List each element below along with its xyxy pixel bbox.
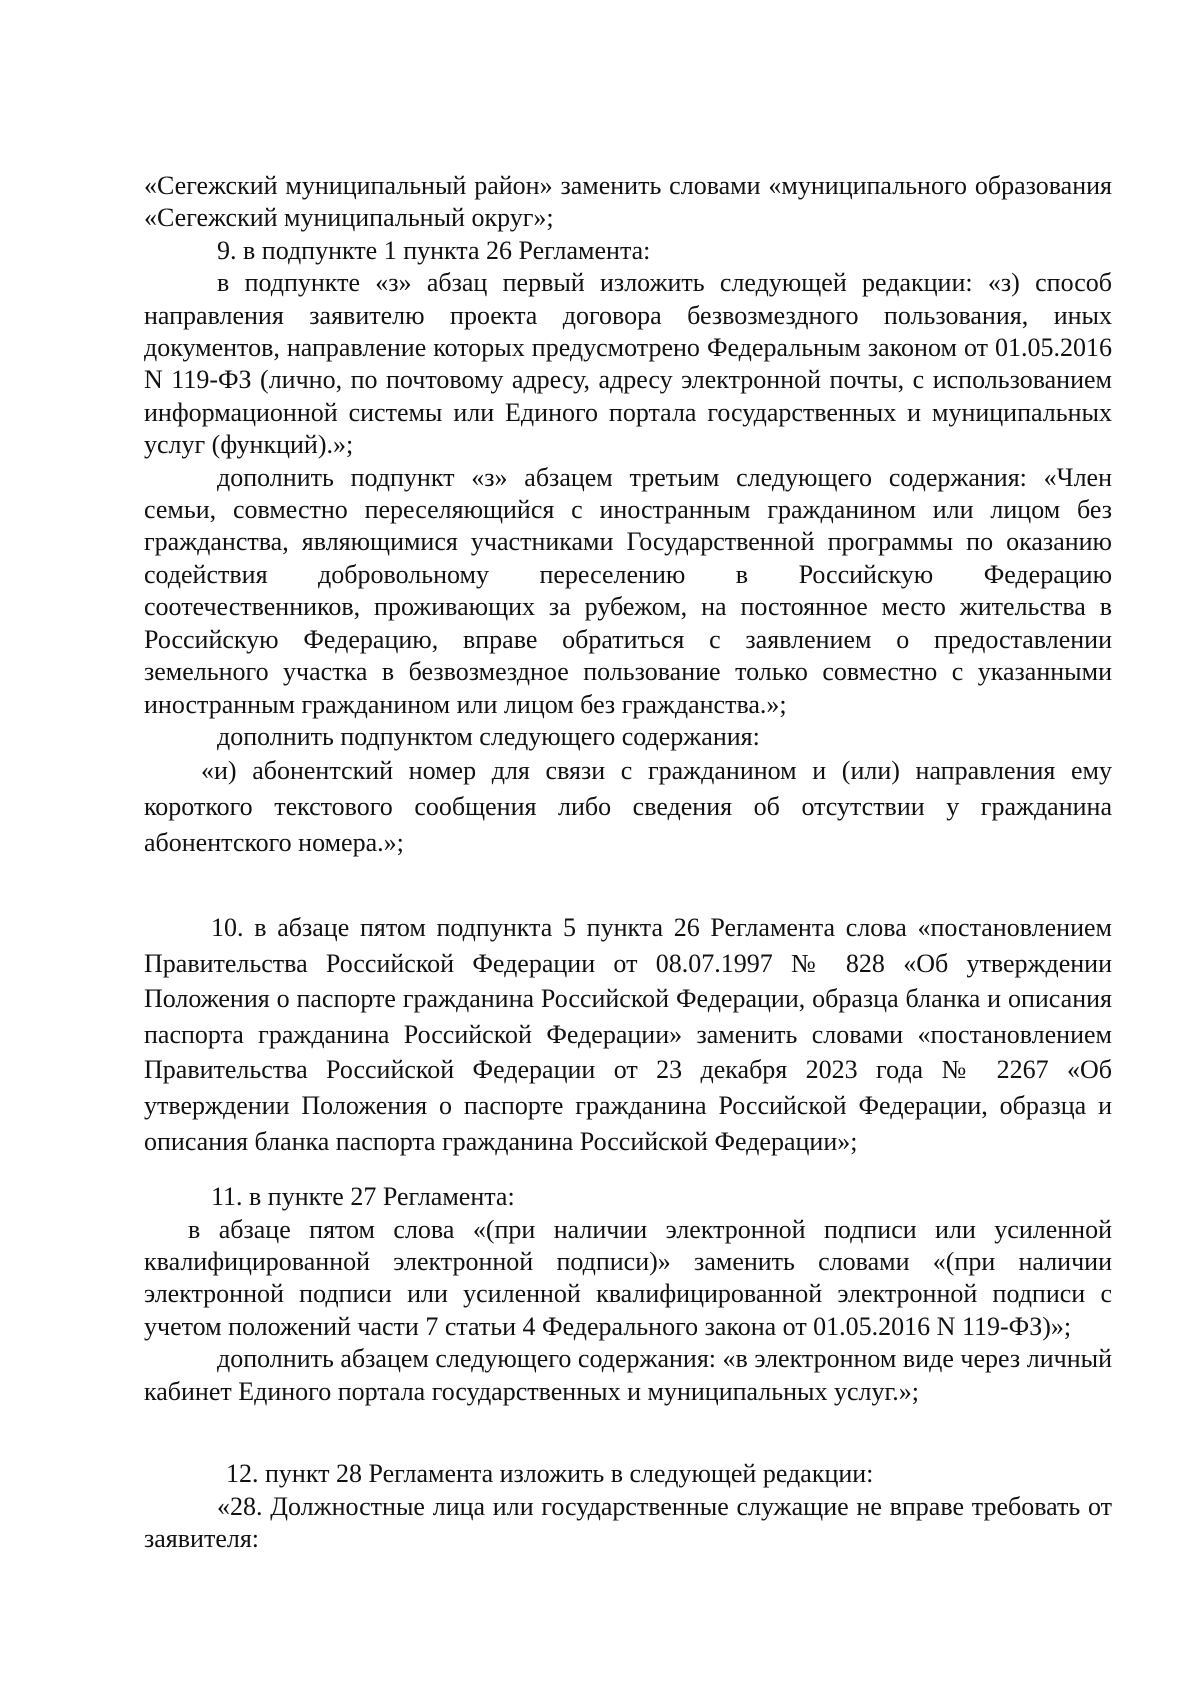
paragraph-item-9: 9. в подпункте 1 пункта 26 Регламента: <box>217 235 651 265</box>
paragraph-item-11: 11. в пункте 27 Регламента: <box>211 1182 515 1212</box>
document-body <box>144 170 1112 1555</box>
paragraph-subitem-z-first: в подпункте «з» абзац первый изложить следующей редакции: «з) способ направления заявителю проекта договора безвозмездного пользования, иных документов, направление которых предусмотрено Федеральным законом от 01.05.2016 N 119-ФЗ (лично, по почтовому адресу, адресу электронной почты, с использованием информационной системы или Единого портала государственных и муниципальных услуг (функций).»; <box>144 268 1112 460</box>
paragraph-item-28: «28. Должностные лица или государственные служащие не вправе требовать от заявителя: <box>144 1491 1112 1553</box>
paragraph-item-12: 12. пункт 28 Регламента изложить в следующей редакции: <box>226 1459 874 1489</box>
paragraph-subitem-z-third: дополнить подпункт «з» абзацем третьим следующего содержания: «Член семьи, совместно переселяющийся с иностранным гражданином или лицом без гражданства, являющимися участниками Государственной программы по оказанию содействия добровольному переселению в Российскую Федерацию соотечественников, проживающих за рубежом, на постоянное место жительства в Российскую Федерацию, вправе обратиться с заявлением о предоставлении земельного участка в безвозмездное пользование только совместно с указанными иностранным гражданином или лицом без гражданства.»; <box>144 462 1112 719</box>
paragraph-continuation: «Сегежский муниципальный район» заменить словами «муниципального образования «Сегежский муниципальный округ»; <box>144 171 1112 233</box>
paragraph-add-subitem: дополнить подпунктом следующего содержания: <box>217 721 760 751</box>
paragraph-item-11-add: дополнить абзацем следующего содержания: «в электронном виде через личный кабинет Единого портала государственных и муниципальных услуг.»; <box>144 1344 1112 1406</box>
paragraph-item-10: 10. в абзаце пятом подпункта 5 пункта 26 Регламента слова «постановлением Правительства Российской Федерации от 08.07.1997 № 828 «Об утверждении Положения о паспорте гражданина Российской Федерации, образца бланка и описания паспорта гражданина Российской Федерации» заменить словами «постановлением Правительства Российской Федерации от 23 декабря 2023 года № 2267 «Об утверждении Положения о паспорте гражданина Российской Федерации, образца и описания бланка паспорта гражданина Российской Федерации»; <box>144 913 1112 1156</box>
paragraph-item-11-text: в абзаце пятом слова «(при наличии электронной подписи или усиленной квалифицированной электронной подписи)» заменить словами «(при наличии электронной подписи или усиленной квалифицированной электронной подписи с учетом положений части 7 статьи 4 Федерального закона от 01.05.2016 N 119-ФЗ)»; <box>144 1214 1112 1341</box>
paragraph-subitem-i: «и) абонентский номер для связи с гражданином и (или) направления ему короткого текстового сообщения либо сведения об отсутствии у гражданина абонентского номера.»; <box>144 756 1112 857</box>
